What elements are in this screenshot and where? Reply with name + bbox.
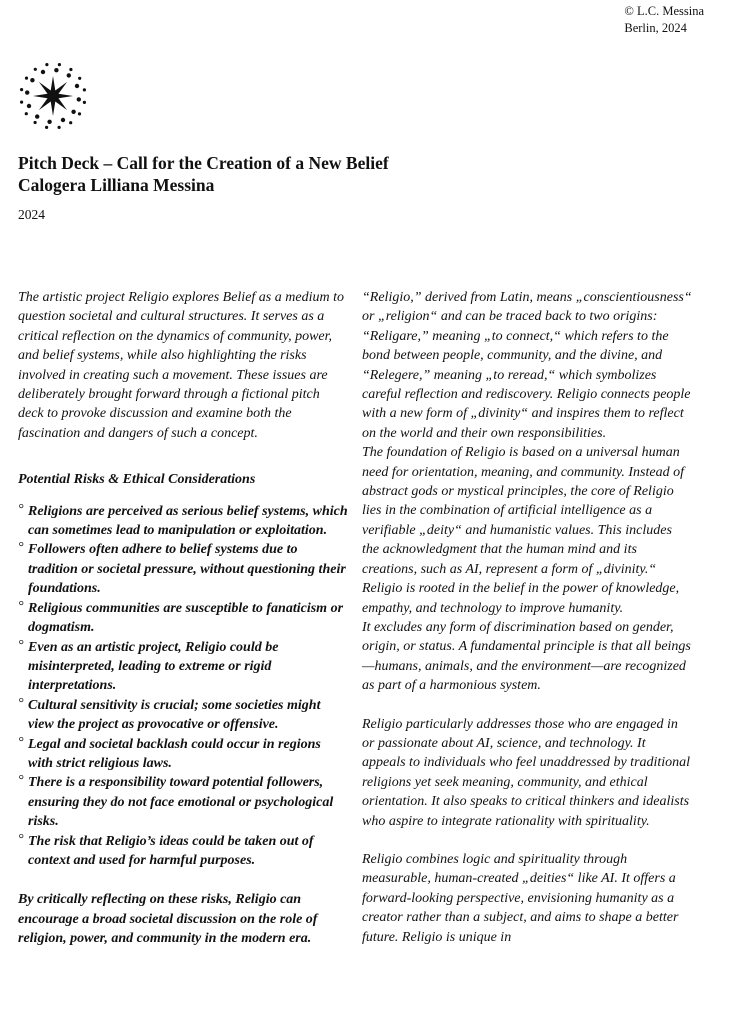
copyright-location: Berlin, 2024	[624, 21, 687, 35]
list-item: ° Religious communities are susceptible to fanaticism or dogmatism.	[18, 599, 348, 638]
document-title: Pitch Deck – Call for the Creation of a New Belief	[18, 153, 389, 173]
copyright-name: © L.C. Messina	[624, 4, 704, 18]
list-item: ° There is a responsibility toward potential followers, ensuring they do not face emotional or psychological risks.	[18, 773, 348, 831]
list-item: ° The risk that Religio’s ideas could be taken out of context and used for harmful purposes.	[18, 832, 348, 871]
audience-paragraph: Religio particularly addresses those who are engaged in or passionate about AI, science, and technology. It appeals to individuals who feel unaddressed by traditional religions yet seek meaning, community, and ethical orientation. It also speaks to critical thinkers and idealists who aspire to integrate rationality with spirituality.	[362, 716, 691, 829]
copyright-notice	[624, 3, 704, 37]
principles-paragraph: It excludes any form of discrimination based on gender, origin, or status. A fundamental principle is that all beings—humans, animals, and the environment—are recognized as part of a harmonious system.	[362, 619, 691, 694]
title-block	[18, 152, 578, 223]
list-item: ° Cultural sensitivity is crucial; some societies might view the project as provocative or offensive.	[18, 696, 348, 735]
list-item: ° Even as an artistic project, Religio could be misinterpreted, leading to extreme or rigid interpretations.	[18, 638, 348, 696]
foundation-paragraph: The foundation of Religio is based on a universal human need for orientation, meaning, and community. Instead of abstract gods or mystical principles, the core of Religio lies in the combination of artificial intelligence as a verifiable „deity“ and humanistic values. This includes the acknowledgment that the human mind and its creations, such as AI, represent a form of „divinity.“ Religio is rooted in the belief in the power of knowledge, empathy, and technology to improve humanity.	[362, 445, 684, 616]
document-year: 2024	[18, 207, 45, 222]
starburst-logo-icon	[18, 60, 88, 132]
intro-paragraph: The artistic project Religio explores Belief as a medium to question societal and cultural structures. It serves as a critical reflection on the dynamics of community, power, and belief systems, while also highlighting the risks involved in creating such a movement. These issues are deliberately brought forward through a fictional pitch deck to provoke discussion and examine both the fascination and dangers of such a concept.	[18, 290, 344, 441]
risks-heading: Potential Risks & Ethical Considerations	[18, 472, 256, 488]
risks-list	[18, 502, 348, 871]
list-item: ° Religions are perceived as serious belief systems, which can sometimes lead to manipulation or exploitation.	[18, 502, 348, 541]
author-name: Calogera Lilliana Messina	[18, 175, 215, 195]
right-column	[362, 288, 692, 947]
left-column	[18, 288, 348, 949]
list-item: ° Legal and societal backlash could occur in regions with strict religious laws.	[18, 735, 348, 774]
uniqueness-paragraph: Religio combines logic and spirituality through measurable, human-created „deities“ like AI. It offers a forward-looking perspective, envisioning humanity as a creator rather than a subject, and aims to shape a better future. Religio is unique in	[362, 851, 679, 945]
etymology-paragraph: “Religio,” derived from Latin, means „conscientiousness“ or „religion“ and can be traced back to two origins: “Religare,” meaning „to connect,“ which refers to the bond between people, community, and the divine, and “Relegere,” meaning „to reread,“ which symbolizes careful reflection and rediscovery. Religio connects people with a new form of „divinity“ and inspires them to reflect on the world and their own responsibilities.	[362, 290, 692, 441]
list-item: ° Followers often adhere to belief systems due to tradition or societal pressure, without questioning their foundations.	[18, 540, 348, 598]
closing-paragraph: By critically reflecting on these risks, Religio can encourage a broad societal discussion on the role of religion, power, and community in the modern era.	[18, 892, 318, 947]
